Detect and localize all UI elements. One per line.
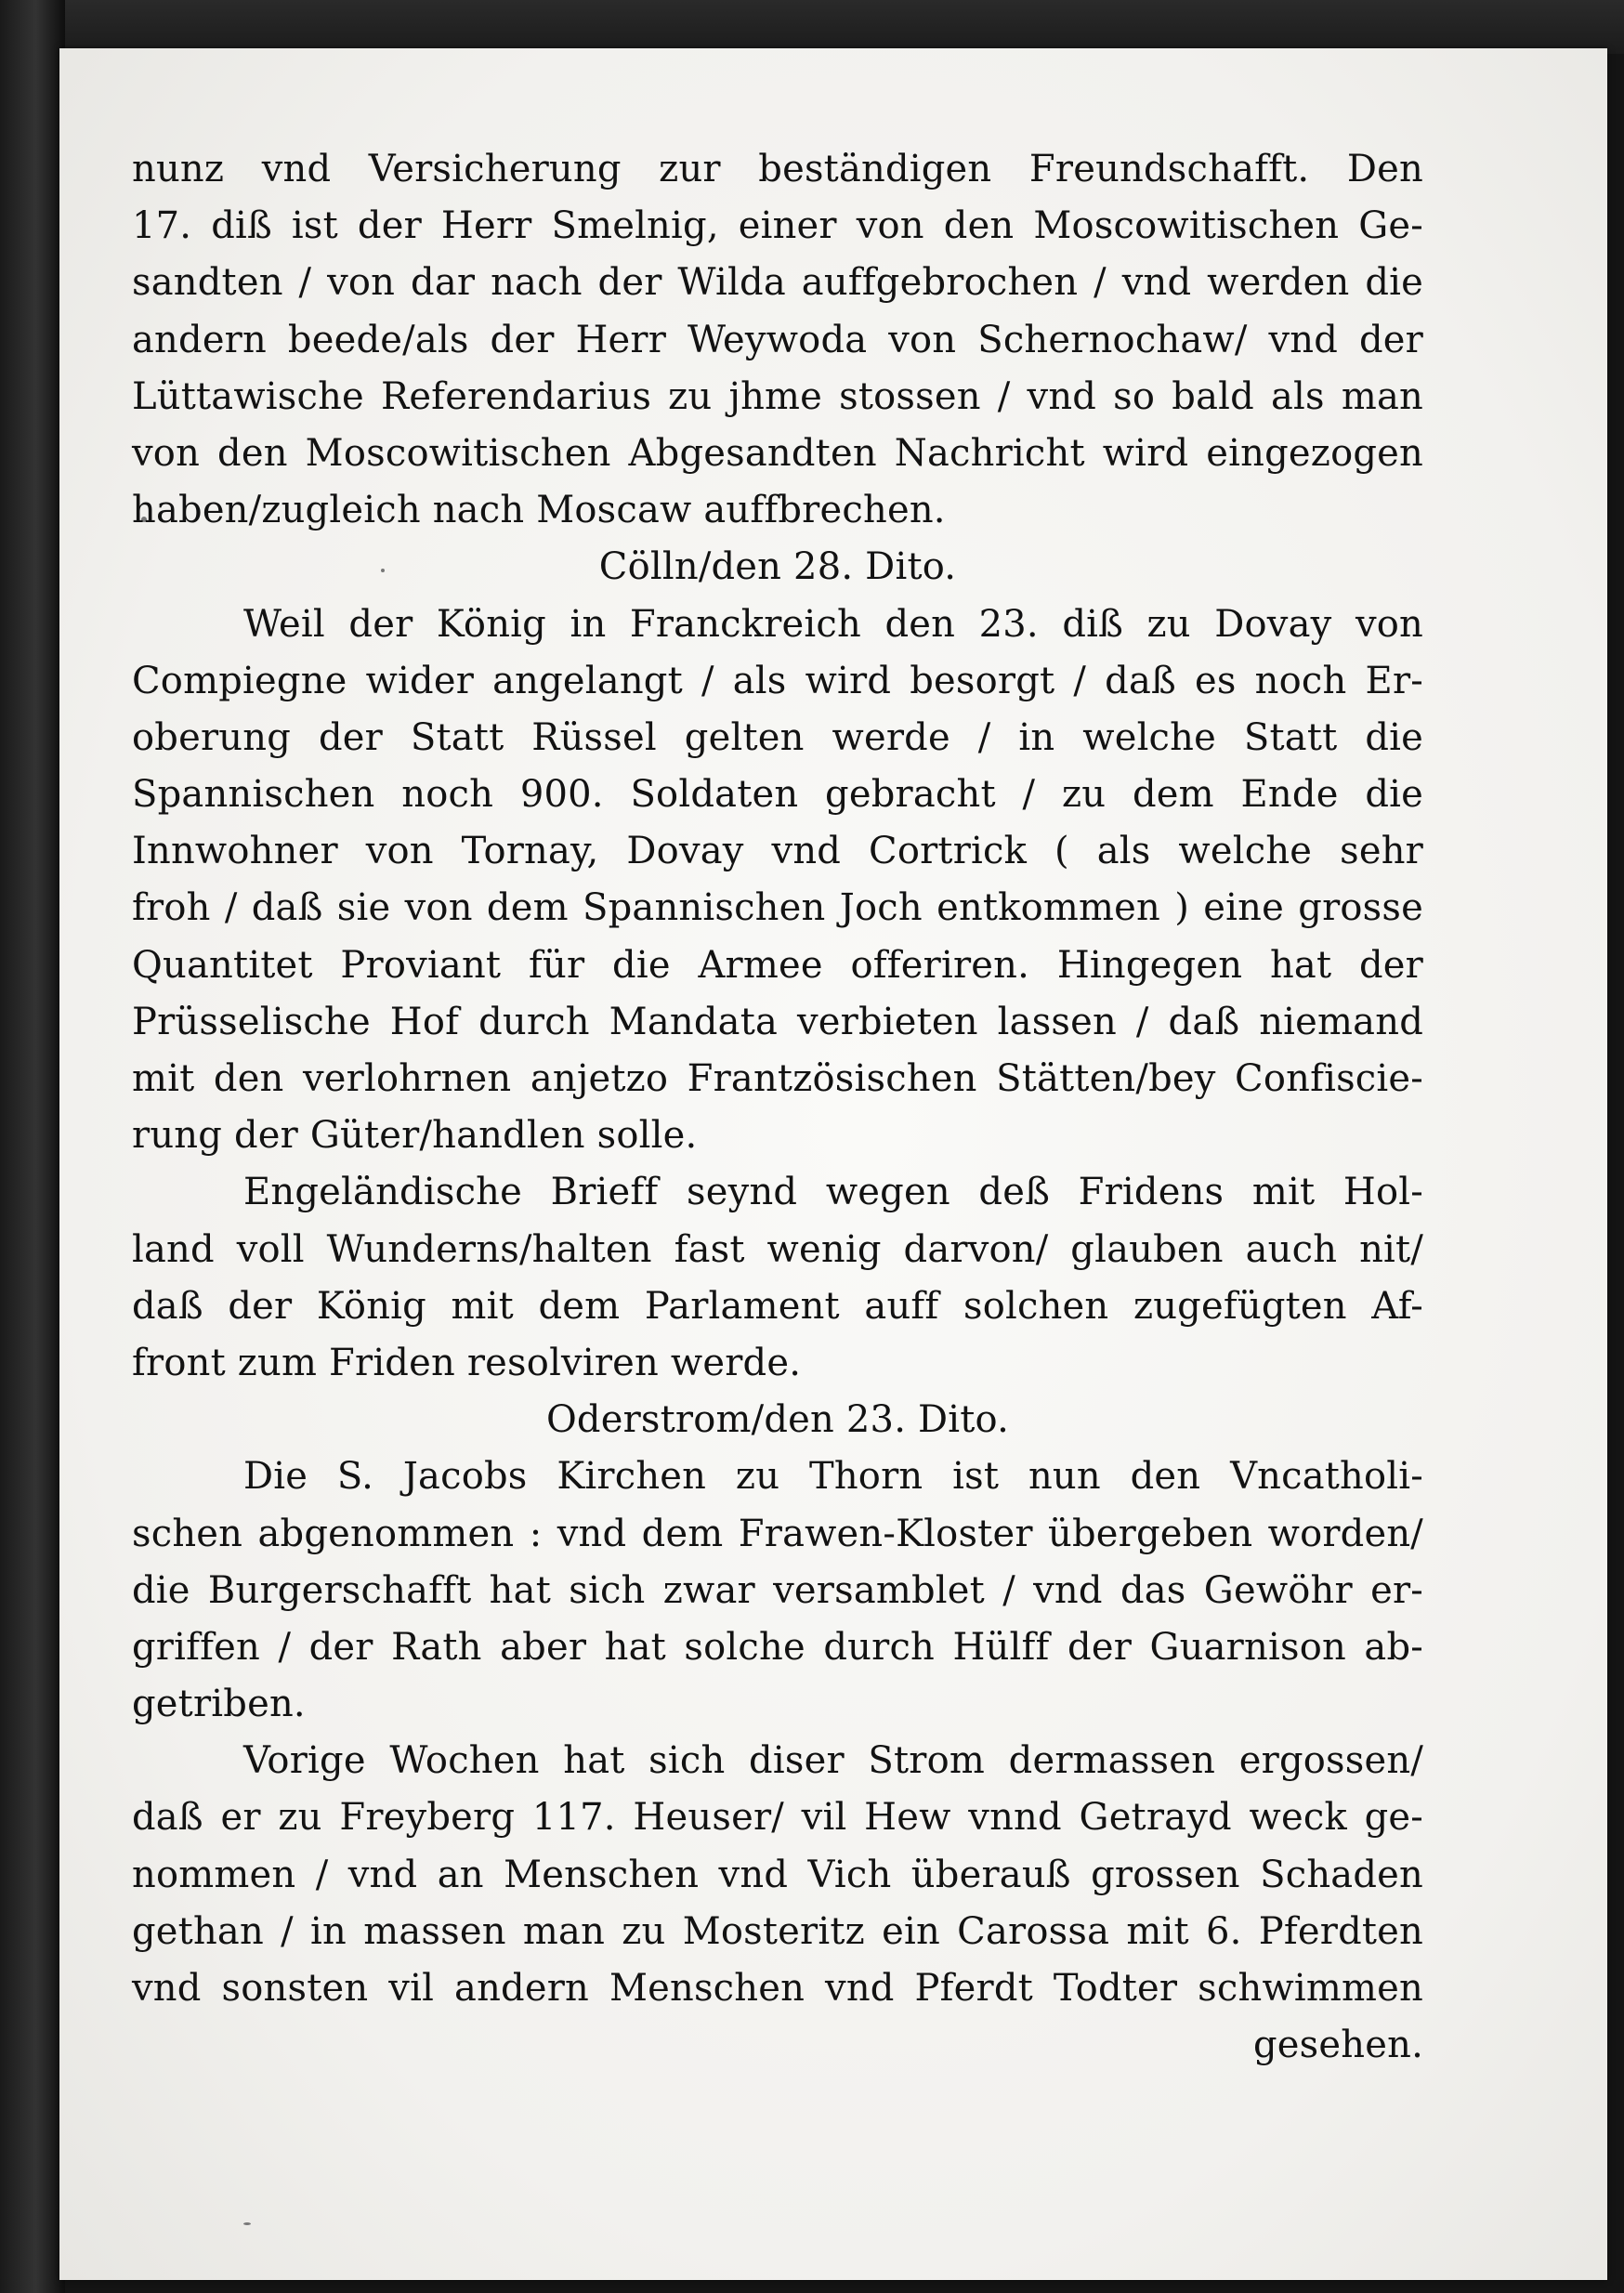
- text-line: froh / daß sie von dem Spannischen Joch entkommen ) eine grosse: [132, 886, 1423, 930]
- scan-border-left: [0, 0, 65, 2293]
- paragraph-1: [132, 141, 1423, 539]
- text-line: land voll Wunderns/halten fast wenig darvon/ glauben auch nit/: [132, 1227, 1423, 1271]
- text-line: die Burgerschafft hat sich zwar versamblet / vnd das Gewöhr er-: [132, 1568, 1423, 1612]
- text-line: sandten / von dar nach der Wilda auffgebrochen / vnd werden die: [132, 261, 1423, 305]
- dateline-heading: Cölln/den 28. Dito.: [598, 545, 957, 589]
- text-line: Quantitet Proviant für die Armee offeriren. Hingegen hat der: [132, 943, 1423, 987]
- paragraph-3: [132, 1164, 1423, 1392]
- text-line: Vorige Wochen hat sich diser Strom dermassen ergossen/: [243, 1739, 1423, 1783]
- scan-border-top: [0, 0, 1624, 54]
- text-line: Lüttawische Referendarius zu jhme stossen / vnd so bald als man: [132, 374, 1423, 418]
- text-line: Spannischen noch 900. Soldaten gebracht / zu dem Ende die: [132, 773, 1423, 817]
- text-line: gethan / in massen man zu Mosteritz ein Carossa mit 6. Pferdten: [132, 1909, 1423, 1953]
- paragraph-4: [132, 1448, 1423, 1733]
- text-line: Innwohner von Tornay, Dovay vnd Cortrick ( als welche sehr: [132, 830, 1423, 873]
- text-line: Compiegne wider angelangt / als wird besorgt / daß es noch Er-: [132, 659, 1423, 702]
- text-line: Die S. Jacobs Kirchen zu Thorn ist nun den Vncatholi-: [243, 1455, 1423, 1499]
- text-line: front zum Friden resolviren werde.: [132, 1341, 802, 1384]
- text-line: von den Moscowitischen Abgesandten Nachricht wird eingezogen: [132, 431, 1423, 475]
- text-line: daß der König mit dem Parlament auff solchen zugefügten Af-: [132, 1284, 1423, 1328]
- ink-speck: [243, 2222, 251, 2225]
- text-line: andern beede/als der Herr Weywoda von Schernochaw/ vnd der: [132, 318, 1423, 361]
- text-line: 17. diß ist der Herr Smelnig, einer von den Moscowitischen Ge-: [132, 204, 1423, 248]
- text-line: vnd sonsten vil andern Menschen vnd Pferdt Todter schwimmen: [132, 1967, 1423, 2010]
- dateline-heading: Oderstrom/den 23. Dito.: [545, 1398, 1010, 1442]
- text-line: Weil der König in Franckreich den 23. diß zu Dovay von: [243, 602, 1423, 646]
- text-line: nommen / vnd an Menschen vnd Vich überauß grossen Schaden: [132, 1853, 1423, 1896]
- text-line: haben/zugleich nach Moscaw auffbrechen.: [132, 489, 946, 532]
- text-line: Prüsselische Hof durch Mandata verbieten lassen / daß niemand: [132, 1000, 1423, 1043]
- text-line: Engeländische Brieff seynd wegen deß Fridens mit Hol-: [243, 1171, 1423, 1214]
- text-line: rung der Güter/handlen solle.: [132, 1114, 698, 1158]
- text-line: schen abgenommen : vnd dem Frawen-Kloster übergeben worden/: [132, 1512, 1423, 1555]
- text-line: getriben.: [132, 1683, 306, 1726]
- text-line: oberung der Statt Rüssel gelten werde / in welche Statt die: [132, 715, 1423, 759]
- text-line: daß er zu Freyberg 117. Heuser/ vil Hew vnnd Getrayd weck ge-: [132, 1796, 1423, 1840]
- catchword: gesehen.: [1253, 2024, 1423, 2067]
- text-line: mit den verlohrnen anjetzo Frantzösischen Stätten/bey Confiscie-: [132, 1057, 1423, 1100]
- text-line: griffen / der Rath aber hat solche durch Hülff der Guarnison ab-: [132, 1625, 1423, 1669]
- paragraph-2: [132, 596, 1423, 1165]
- paragraph-5: [132, 1733, 1423, 2017]
- text-line: nunz vnd Versicherung zur beständigen Freundschafft. Den: [132, 148, 1423, 190]
- document-body: [132, 141, 1423, 2074]
